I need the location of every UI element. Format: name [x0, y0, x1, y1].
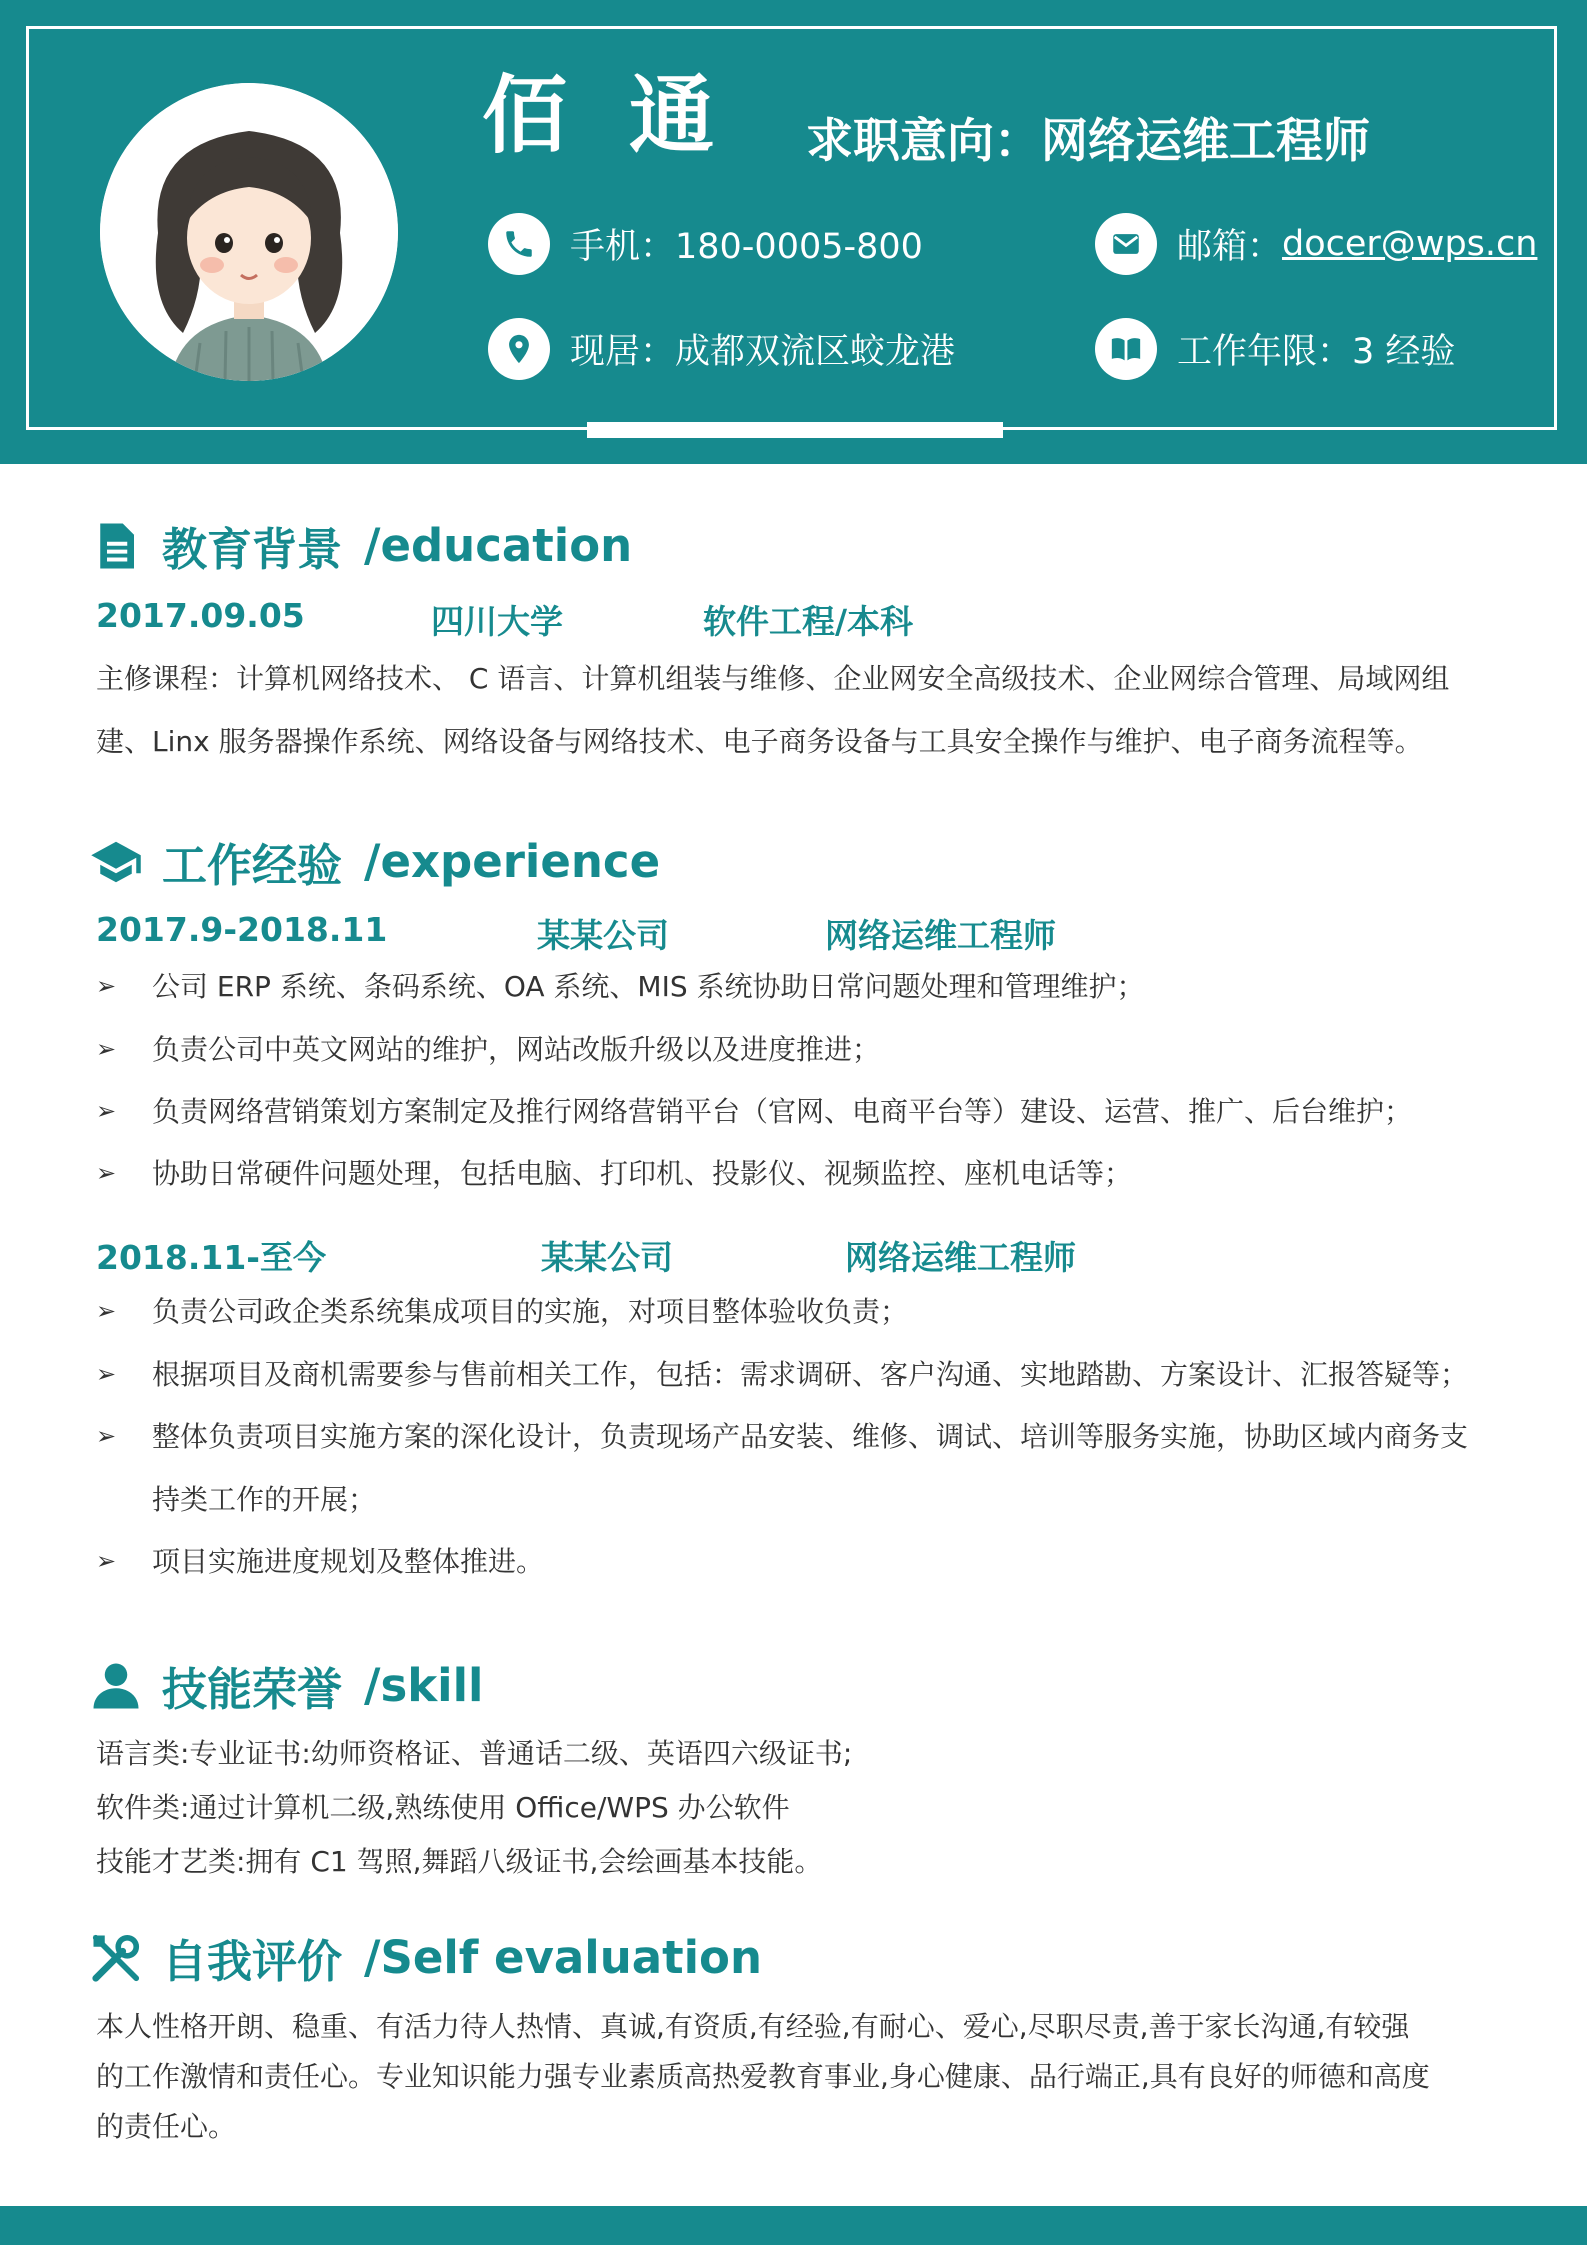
arrow-bullet-icon: ➢: [96, 1159, 117, 1187]
bullet-text: 整体负责项目实施方案的深化设计，负责现场产品安装、维修、调试、培训等服务实施，协助区域内商务支: [152, 1420, 1469, 1453]
courses-line: 主修课程：计算机网络技术、 C 语言、计算机组装与维修、企业网安全高级技术、企业网综合管理、局域网组: [96, 662, 1450, 695]
arrow-bullet-icon: ➢: [96, 1035, 117, 1063]
footer-band: [0, 2206, 1587, 2245]
skill-title-cn: 技能荣誉: [162, 1663, 343, 1716]
skill-line: 语言类:专业证书:幼师资格证、普通话二级、英语四六级证书;: [96, 1737, 853, 1770]
experience-section-title: [88, 829, 660, 894]
education-date: 2017.09.05: [96, 596, 305, 635]
job-position: 网络运维工程师: [845, 1238, 1076, 1277]
candidate-name: 佰通: [482, 67, 777, 166]
self-evaluation-line: 本人性格开朗、稳重、有活力待人热情、真诚,有资质,有经验,有耐心、爱心,尽职尽责,善于家长沟通,有较强: [96, 2010, 1410, 2043]
phone-info: [488, 213, 923, 275]
bullet-text: 持类工作的开展；: [152, 1483, 377, 1516]
education-section-title: [88, 513, 632, 578]
bullet-text: 公司 ERP 系统、条码系统、OA 系统、MIS 系统协助日常问题处理和管理维护；: [152, 970, 1145, 1003]
bullet-text: 负责公司政企类系统集成项目的实施，对项目整体验收负责；: [152, 1295, 909, 1328]
phone-icon: [488, 213, 550, 275]
header-accent-bar: [587, 422, 1003, 438]
bullet-text: 根据项目及商机需要参与售前相关工作，包括：需求调研、客户沟通、实地踏勘、方案设计、汇报答疑等；: [152, 1358, 1469, 1391]
self-evaluation-section-title: [88, 1925, 762, 1990]
arrow-bullet-icon: ➢: [96, 972, 117, 1000]
arrow-bullet-icon: ➢: [96, 1422, 117, 1450]
bullet-text: 负责网络营销策划方案制定及推行网络营销平台（官网、电商平台等）建设、运营、推广、后台维护；: [152, 1095, 1413, 1128]
book-icon: [1095, 318, 1157, 380]
job-position: 网络运维工程师: [825, 916, 1056, 955]
arrow-bullet-icon: ➢: [96, 1297, 117, 1325]
bullet-text: 负责公司中英文网站的维护，网站改版升级以及进度推进；: [152, 1033, 881, 1066]
skill-title-en: /skill: [364, 1659, 484, 1712]
self-evaluation-title-cn: 自我评价: [162, 1935, 343, 1988]
residence-text: 现居：成都双流区蛟龙港: [570, 332, 956, 372]
skill-line: 技能才艺类:拥有 C1 驾照,舞蹈八级证书,会绘画基本技能。: [96, 1845, 823, 1878]
location-icon: [488, 318, 550, 380]
avatar-illustration: [100, 83, 398, 381]
job-company: 某某公司: [541, 1238, 673, 1277]
years-text: 工作年限：3 经验: [1177, 332, 1456, 372]
document-icon: [88, 518, 144, 574]
education-title-en: /education: [364, 519, 633, 572]
self-evaluation-line: 的工作激情和责任心。专业知识能力强专业素质高热爱教育事业,身心健康、品行端正,具有良好的师德和高度: [96, 2060, 1430, 2093]
job-company: 某某公司: [537, 916, 669, 955]
mail-icon: [1095, 213, 1157, 275]
self-evaluation-text: [96, 2002, 1516, 2152]
skill-line: 软件类:通过计算机二级,熟练使用 Office/WPS 办公软件: [96, 1791, 790, 1824]
phone-text: 手机：180-0005-800: [570, 227, 923, 267]
graduation-cap-icon: [88, 834, 144, 890]
tools-icon: [88, 1930, 144, 1986]
courses-line: 建、Linx 服务器操作系统、网络设备与网络技术、电子商务设备与工具安全操作与维护、电子商务流程等。: [96, 725, 1423, 758]
header-banner: [0, 0, 1587, 464]
education-title-cn: 教育背景: [162, 523, 343, 576]
job-period: 2018.11-至今: [96, 1238, 327, 1277]
arrow-bullet-icon: ➢: [96, 1097, 117, 1125]
job-period: 2017.9-2018.11: [96, 910, 388, 949]
self-evaluation-title-en: /Self evaluation: [364, 1931, 762, 1984]
experience-title-cn: 工作经验: [162, 839, 343, 892]
self-evaluation-line: 的责任心。: [96, 2110, 237, 2143]
residence-info: [488, 318, 955, 380]
email-link[interactable]: docer@wps.cn: [1282, 224, 1538, 264]
education-courses: [96, 647, 1516, 773]
user-icon: [88, 1658, 144, 1714]
arrow-bullet-icon: ➢: [96, 1547, 117, 1575]
arrow-bullet-icon: ➢: [96, 1360, 117, 1388]
email-label: 邮箱：: [1177, 227, 1283, 267]
experience-title-en: /experience: [364, 835, 661, 888]
email-info: [1095, 213, 1537, 275]
bullet-text: 协助日常硬件问题处理，包括电脑、打印机、投影仪、视频监控、座机电话等；: [152, 1157, 1133, 1190]
education-school: 四川大学: [431, 602, 563, 641]
bullet-text: 项目实施进度规划及整体推进。: [152, 1545, 545, 1578]
skill-section-title: [88, 1653, 483, 1718]
education-major: 软件工程/本科: [703, 602, 914, 641]
job-intent: 求职意向：网络运维工程师: [806, 114, 1370, 169]
years-info: [1095, 318, 1455, 380]
avatar: [100, 83, 398, 381]
